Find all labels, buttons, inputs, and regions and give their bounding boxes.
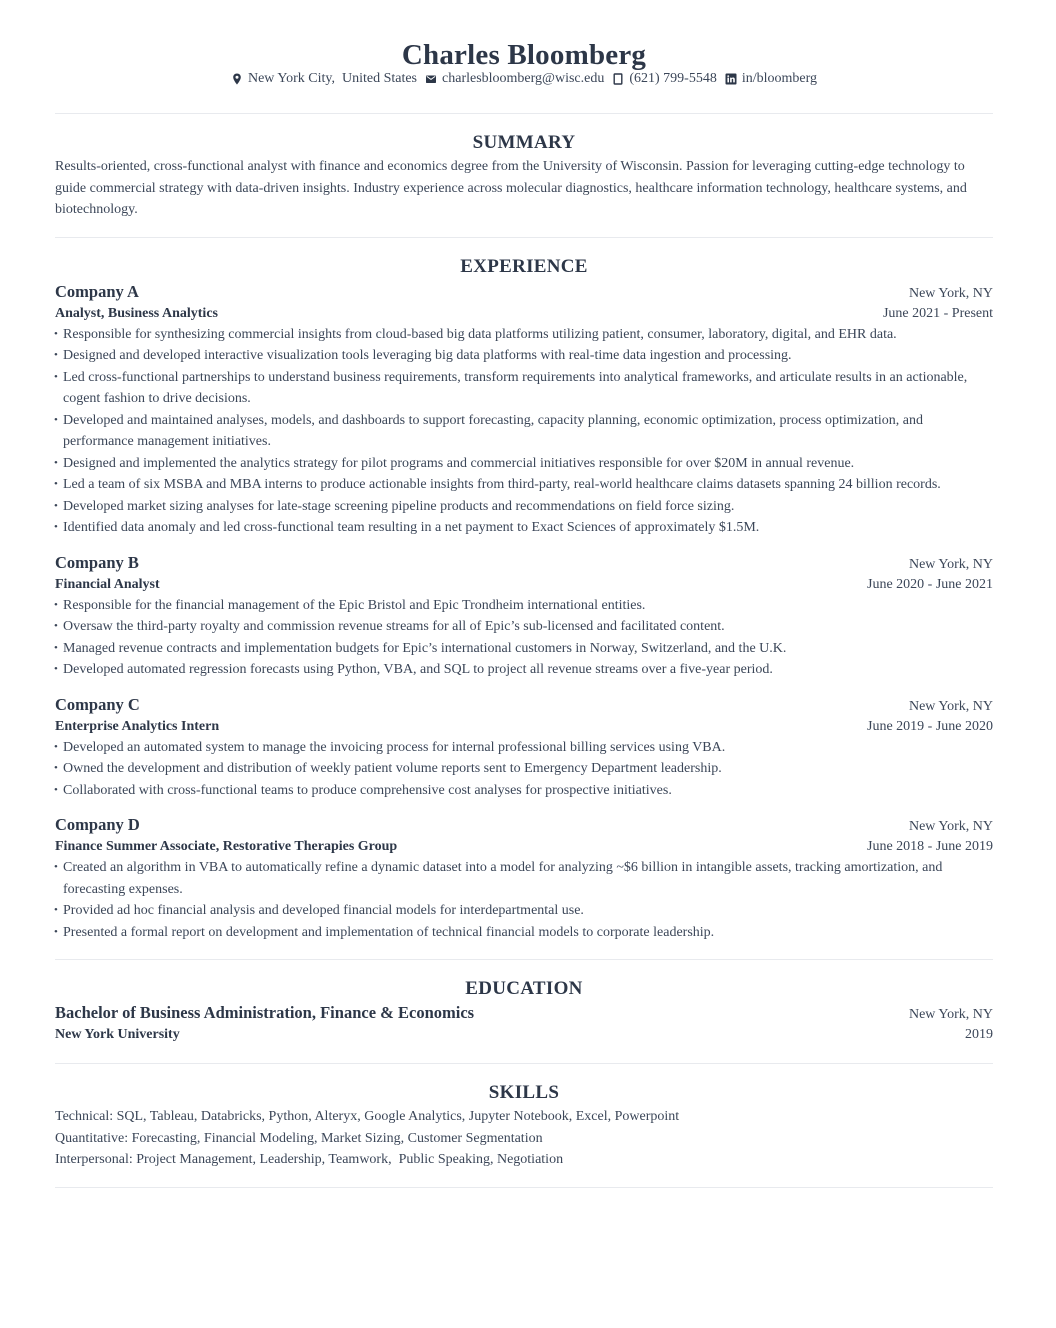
bullet-point: • Responsible for synthesizing commercial insights from cloud-based big data platforms utilizing patient, consumer, laboratory, digital, and EHR data. bbox=[55, 324, 993, 346]
job-location: New York, NY bbox=[908, 819, 993, 834]
job-title: Finance Summer Associate, Restorative Therapies Group bbox=[55, 839, 398, 854]
bullet-point: • Developed market sizing analyses for late-stage screening pipeline products and recommendations on field force sizing. bbox=[55, 496, 993, 518]
company-name: Company B bbox=[55, 552, 139, 572]
experience-heading: EXPERIENCE bbox=[460, 255, 588, 277]
contact-bar bbox=[55, 70, 993, 88]
bullet-point: • Led a team of six MSBA and MBA interns to produce actionable insights from third-party, real-world healthcare claims datasets spanning 24 billion records. bbox=[55, 474, 993, 496]
bullet-point: • Designed and developed interactive visualization tools leveraging big data platforms with real-time data ingestion and processing. bbox=[55, 345, 993, 367]
company-name: Company A bbox=[55, 281, 139, 301]
job-dates: June 2021 - Present bbox=[882, 305, 993, 321]
bullet-point: • Oversaw the third-party royalty and commission revenue streams for all of Epic’s sub-licensed and facilitated content. bbox=[55, 616, 993, 638]
summary-text: Results-oriented, cross-functional analyst with finance and economics degree from the University of Wisconsin. Passion for leveraging cutting-edge technology to guide commercial strategy with data-driven insights. Industry experience across molecular diagnostics, healthcare information technology, healthcare systems, and biotechnology. bbox=[55, 159, 967, 217]
candidate-name: Charles Bloomberg bbox=[401, 39, 647, 71]
bullet-point: • Owned the development and distribution of weekly patient volume reports sent to Emergency Department leadership. bbox=[55, 758, 993, 780]
contact-location: New York City, United States bbox=[231, 70, 417, 88]
job-location: New York, NY bbox=[908, 556, 993, 572]
bullet-point: • Created an algorithm in VBA to automatically refine a dynamic dataset into a model for analyzing ~$6 billion in intangible assets, tracking amortization, and forecasting expenses. bbox=[55, 857, 993, 900]
envelope-icon bbox=[425, 73, 437, 85]
skills-technical: Technical: SQL, Tableau, Databricks, Python, Alteryx, Google Analytics, Jupyter Notebook, Excel, Powerpoint bbox=[55, 1109, 680, 1124]
bullet-point: • Developed an automated system to manage the invoicing process for internal professional billing services using VBA. bbox=[55, 737, 993, 759]
job-entry bbox=[55, 282, 993, 539]
job-entry bbox=[55, 815, 993, 943]
skills-interpersonal: Interpersonal: Project Management, Leadership, Teamwork, Public Speaking, Negotiation bbox=[55, 1152, 564, 1167]
job-entry bbox=[55, 695, 993, 802]
experience-list bbox=[55, 282, 993, 944]
bullet-point: • Designed and implemented the analytics strategy for pilot programs and commercial initiatives responsible for over $20M in annual revenue. bbox=[55, 453, 993, 475]
job-bullets bbox=[55, 324, 993, 539]
job-bullets bbox=[55, 737, 993, 802]
bullet-point: • Led cross-functional partnerships to understand business requirements, transform requirements into analytical frameworks, and articulate results in an actionable, cogent fashion to drive decisions. bbox=[55, 367, 993, 410]
education-heading: EDUCATION bbox=[465, 978, 583, 999]
school-name: New York University bbox=[55, 1027, 180, 1042]
job-title: Financial Analyst bbox=[55, 576, 160, 592]
skills-quantitative: Quantitative: Forecasting, Financial Modeling, Market Sizing, Customer Segmentation bbox=[55, 1130, 543, 1146]
linkedin-icon bbox=[725, 73, 737, 85]
job-location: New York, NY bbox=[908, 698, 993, 714]
map-pin-icon bbox=[231, 73, 243, 85]
contact-linkedin[interactable]: in/bloomberg bbox=[725, 70, 817, 88]
job-entry bbox=[55, 553, 993, 681]
contact-email[interactable]: charlesbloomberg@wisc.edu bbox=[425, 70, 604, 88]
job-dates: June 2020 - June 2021 bbox=[867, 576, 993, 592]
bullet-point: • Developed automated regression forecasts using Python, VBA, and SQL to project all revenue streams over a five-year period. bbox=[55, 659, 993, 681]
company-name: Company C bbox=[55, 694, 140, 714]
job-title: Analyst, Business Analytics bbox=[55, 305, 218, 321]
education-location: New York, NY bbox=[908, 1007, 993, 1022]
skills-list bbox=[55, 1106, 993, 1171]
skills-heading: SKILLS bbox=[488, 1082, 560, 1103]
job-title: Enterprise Analytics Intern bbox=[55, 718, 220, 734]
bullet-point: • Identified data anomaly and led cross-functional team resulting in a net payment to Exact Sciences of approximately $1.5M. bbox=[55, 517, 993, 539]
bullet-point: • Responsible for the financial management of the Epic Bristol and Epic Trondheim international entities. bbox=[55, 595, 993, 617]
bullet-point: • Developed and maintained analyses, models, and dashboards to support forecasting, capacity planning, economic optimization, process optimization, and performance management initiatives. bbox=[55, 410, 993, 453]
job-dates: June 2019 - June 2020 bbox=[867, 718, 993, 734]
contact-phone[interactable]: (621) 799-5548 bbox=[612, 70, 717, 88]
bullet-point: • Provided ad hoc financial analysis and developed financial models for interdepartmental use. bbox=[55, 900, 993, 922]
summary-heading: SUMMARY bbox=[472, 132, 576, 153]
section-divider bbox=[55, 1063, 993, 1064]
bullet-point: • Collaborated with cross-functional teams to produce comprehensive cost analyses for prospective initiatives. bbox=[55, 780, 993, 802]
section-divider bbox=[55, 113, 993, 114]
education-entry bbox=[55, 1003, 993, 1045]
phone-icon bbox=[612, 73, 624, 85]
section-divider bbox=[55, 959, 993, 960]
resume-page bbox=[55, 36, 993, 1188]
job-bullets bbox=[55, 857, 993, 943]
job-location: New York, NY bbox=[908, 285, 993, 301]
bullet-point: • Managed revenue contracts and implementation budgets for Epic’s international customers in Norway, Switzerland, and the U.K. bbox=[55, 638, 993, 660]
job-dates: June 2018 - June 2019 bbox=[867, 839, 993, 854]
job-bullets bbox=[55, 595, 993, 681]
company-name: Company D bbox=[55, 815, 140, 834]
bullet-point: • Presented a formal report on development and implementation of technical financial models to corporate leadership. bbox=[55, 922, 993, 944]
degree-title: Bachelor of Business Administration, Finance & Economics bbox=[55, 1003, 475, 1022]
graduation-year: 2019 bbox=[965, 1027, 993, 1042]
section-divider bbox=[55, 1187, 993, 1188]
section-divider bbox=[55, 237, 993, 238]
